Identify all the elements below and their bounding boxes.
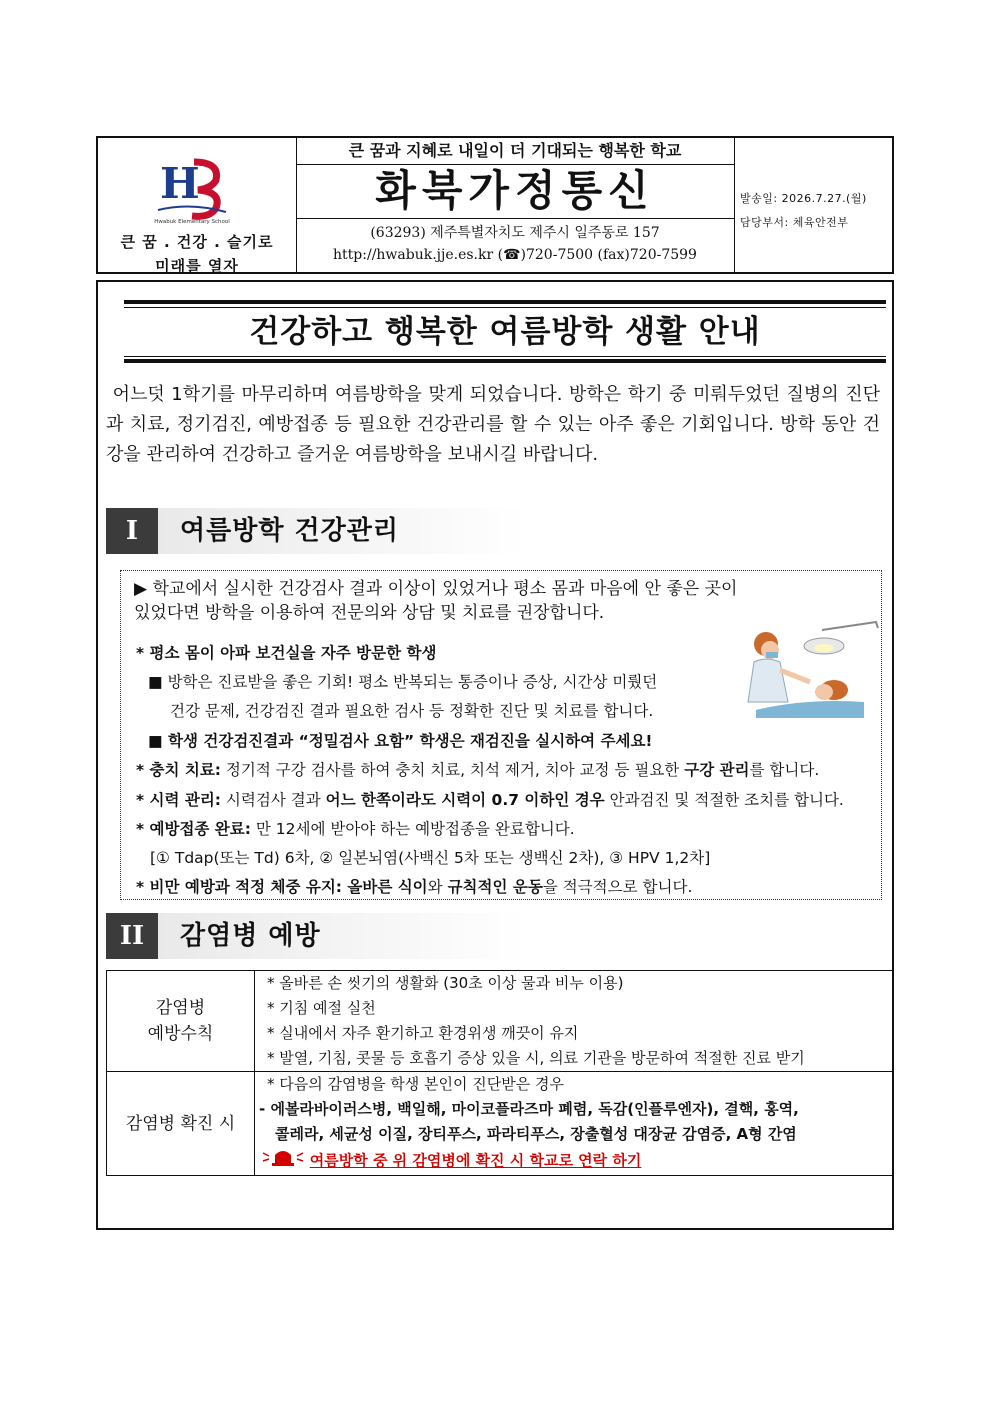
recheck-notice: ■ 학생 건강검진결과 “정밀검사 요함” 학생은 재검진을 실시하여 주세요!: [148, 732, 653, 750]
vision-bold: 어느 한쪽이라도 시력이 0.7 이하인 경우: [325, 791, 605, 809]
school-motto: [98, 230, 296, 278]
dental-bold: 구강 관리: [684, 761, 750, 779]
dentist-illustration: [736, 618, 882, 722]
table-row-confirmed: [107, 1072, 894, 1176]
obesity-line: [136, 876, 692, 898]
vaccination-text: 만 12세에 받아야 하는 예방접종을 완료합니다.: [250, 820, 575, 838]
confirmed-items: [255, 1072, 894, 1176]
title-rule-bottom: [124, 359, 886, 363]
title-rule-bottom-thin: [124, 356, 886, 357]
section-2-number: II: [106, 913, 158, 959]
school-logo-cell: [98, 138, 297, 275]
intro-text: 어느덧 1학기를 마무리하며 여름방학을 맞게 되었습니다. 방학은 학기 중 미뤄두었던 질병의 진단과 치료, 정기검진, 예방접종 등 필요한 건강관리를 할 수 있는 아주 좋은 기회입니다. 방학 동안 건강을 관리하여 건강하고 즐거운 여름방학을 보내시길 바랍니다.: [106, 384, 880, 465]
frequent-visitor-line-1: ■ 방학은 진료받을 좋은 기회! 평소 반복되는 통증이나 증상, 시간상 미뤘던: [148, 673, 658, 691]
masthead-title: 화북가정통신: [296, 164, 734, 219]
title-banner: [124, 300, 886, 364]
vaccination-label: * 예방접종 완료:: [136, 820, 251, 838]
address-line: (63293) 제주특별자치도 제주시 일주동로 157: [370, 225, 660, 241]
frequent-visitor-line-2: 건강 문제, 건강검진 결과 필요한 검사 등 정확한 진단 및 치료를 합니다.: [170, 702, 654, 720]
infection-table: [106, 970, 894, 1176]
prevention-head: [107, 971, 255, 1072]
lead-line-1: ▶ 학교에서 실시한 건강검사 결과 이상이 있었거나 평소 몸과 마음에 안 좋은 곳이: [134, 579, 738, 599]
vision-end: 안과검진 및 적절한 조치를 합니다.: [604, 791, 844, 809]
prevention-item: * 기침 예절 실천: [267, 999, 376, 1017]
prevention-head-line-2: 예방수칙: [147, 1024, 214, 1044]
issue-info-cell: [734, 138, 892, 272]
svg-text:Hwabuk Elementary School: Hwabuk Elementary School: [154, 219, 230, 225]
department: 담당부서: 체육안전부: [740, 216, 849, 229]
prevention-item: * 올바른 손 씻기의 생활화 (30초 이상 물과 비누 이용): [267, 974, 624, 992]
title-rule-top: [124, 300, 886, 304]
section-1-number: I: [106, 508, 158, 554]
obesity-exercise: 규칙적인 운동: [447, 878, 543, 896]
alert-text: 여름방학 중 위 감염병에 확진 시 학교로 연락 하기: [309, 1151, 642, 1170]
prevention-head-line-1: 감염병: [155, 998, 206, 1018]
school-address: [296, 222, 734, 266]
obesity-diet: 올바른 식이: [342, 878, 428, 896]
lead-line-2: 있었다면 방학을 이용하여 전문의와 상담 및 치료를 권장합니다.: [134, 603, 605, 623]
section-1-heading: [106, 508, 526, 554]
vision-text: 시력검사 결과: [221, 791, 326, 809]
section-1-label: 여름방학 건강관리: [180, 516, 399, 546]
vaccination-line: [136, 818, 575, 840]
frequent-visitor-title: * 평소 몸이 아파 보건실을 자주 방문한 학생: [136, 644, 437, 662]
vision-label: * 시력 관리:: [136, 791, 221, 809]
vision-line: [136, 789, 844, 811]
motto-line-2: 미래를 열자: [155, 257, 239, 275]
obesity-end: 을 적극적으로 합니다.: [542, 878, 693, 896]
issue-date: 발송일: 2026.7.27.(월): [740, 192, 867, 205]
disease-list-line-1: - 에볼라바이러스병, 백일해, 마이코플라즈마 폐렴, 독감(인플루엔자), 결핵, 홍역,: [259, 1100, 799, 1118]
table-row-prevention: [107, 971, 894, 1072]
confirmed-intro: * 다음의 감염병을 학생 본인이 진단받은 경우: [267, 1075, 564, 1093]
obesity-mid: 와: [427, 878, 448, 896]
masthead-cell: [296, 138, 735, 272]
dental-end: 를 합니다.: [749, 761, 820, 779]
dental-text: 정기적 구강 검사를 하여 충치 치료, 치석 제거, 치아 교정 등 필요한: [221, 761, 685, 779]
intro-paragraph: [106, 380, 880, 470]
alert-line: [255, 1147, 893, 1175]
contact-line: http://hwabuk.jje.es.kr (☎)720-7500 (fax)720-7599: [333, 247, 697, 263]
vaccination-detail: [① Tdap(또는 Td) 6차, ② 일본뇌염(사백신 5차 또는 생백신 2차), ③ HPV 1,2차]: [150, 849, 711, 867]
dental-label: * 충치 치료:: [136, 761, 221, 779]
dental-line: [136, 759, 819, 781]
disease-list-line-2: 콜레라, 세균성 이질, 장티푸스, 파라티푸스, 장출혈성 대장균 감염증, A형 간염: [275, 1125, 797, 1143]
prevention-items: [255, 971, 894, 1072]
newsletter-header: [96, 136, 894, 274]
title-rule-top-thin: [124, 307, 886, 308]
confirmed-head: 감염병 확진 시: [107, 1072, 255, 1176]
school-logo: [154, 152, 230, 226]
section-2-label: 감염병 예방: [180, 921, 321, 951]
school-slogan: 큰 꿈과 지혜로 내일이 더 기대되는 행복한 학교: [296, 138, 734, 165]
siren-icon: [261, 1147, 305, 1175]
section-2-heading: [106, 913, 526, 959]
motto-line-1: 큰 꿈 . 건강 . 슬기로: [120, 233, 274, 251]
obesity-label: * 비만 예방과 적정 체중 유지:: [136, 878, 342, 896]
prevention-item: * 발열, 기침, 콧물 등 호흡기 증상 있을 시, 의료 기관을 방문하여 적절한 진료 받기: [267, 1049, 805, 1067]
page-title: 건강하고 행복한 여름방학 생활 안내: [249, 314, 761, 350]
prevention-item: * 실내에서 자주 환기하고 환경위생 깨끗이 유지: [267, 1024, 579, 1042]
svg-text:H: H: [160, 159, 200, 208]
